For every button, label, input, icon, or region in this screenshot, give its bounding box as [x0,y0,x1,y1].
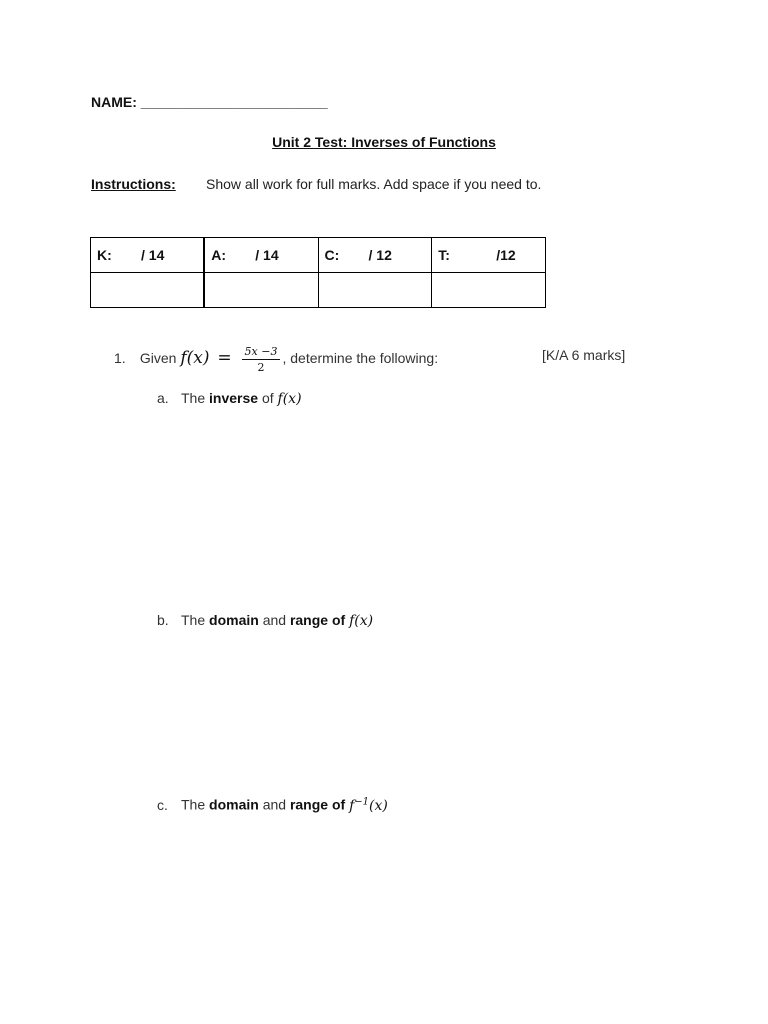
part-label: b. [157,612,169,628]
part-expression [349,798,388,814]
fraction-numerator: 5x −3 [242,345,281,360]
part-expression: f(x) [277,391,302,407]
score-cell-t [432,238,546,273]
part-bold-term: inverse [209,390,259,406]
score-letter: A: [211,247,227,263]
part-b [157,612,373,629]
part-a [157,390,302,407]
question-marks: [K/A 6 marks] [542,347,626,363]
equals-sign: = [217,348,232,369]
score-total: /12 [496,247,516,263]
expr-suffix: (x) [369,797,388,814]
name-blank-line[interactable]: ________________________ [140,94,328,110]
score-entry-k[interactable] [91,273,205,308]
score-entry-c[interactable] [318,273,432,308]
question-1 [114,345,438,374]
score-letter: C: [324,247,340,263]
part-the: The [181,796,206,813]
question-number: 1. [114,350,126,367]
question-rest: , determine the following: [282,350,439,367]
part-bold-term: domain [209,612,259,628]
part-the: The [181,612,206,628]
test-title: Unit 2 Test: Inverses of Functions [272,134,496,150]
part-label: c. [157,796,168,813]
part-bold-term: domain [209,796,259,813]
part-bold-term-2: range of [289,612,346,628]
score-entry-a[interactable] [204,273,318,308]
part-mid: of [261,390,274,406]
part-mid: and [262,796,287,813]
part-the: The [181,390,206,406]
score-table-entry-row [91,273,546,308]
score-table-header-row [91,238,546,273]
score-cell-k [91,238,205,273]
score-cell-a [204,238,318,273]
question-given: Given [139,350,177,367]
fraction-denominator: 2 [257,361,265,374]
expr-superscript: −1 [354,796,369,807]
score-total: / 14 [255,247,279,263]
part-bold-term-2: range of [289,796,346,813]
fraction [242,345,281,374]
score-total: / 14 [141,247,165,263]
part-mid: and [262,612,287,628]
part-label: a. [157,390,169,406]
instructions-label: Instructions: [91,176,176,192]
expr-base: f [349,797,355,814]
score-table [90,237,546,308]
score-letter: K: [97,247,112,263]
score-entry-t[interactable] [432,273,546,308]
name-field[interactable] [91,94,328,110]
instructions-text: Show all work for full marks. Add space if you need to. [206,176,542,192]
score-letter: T: [438,247,450,263]
score-cell-c [318,238,432,273]
score-total: / 12 [368,247,392,263]
name-label: NAME: [91,94,141,110]
part-expression: f(x) [349,613,374,629]
function-name: f(x) [180,348,210,369]
part-c [157,796,388,814]
